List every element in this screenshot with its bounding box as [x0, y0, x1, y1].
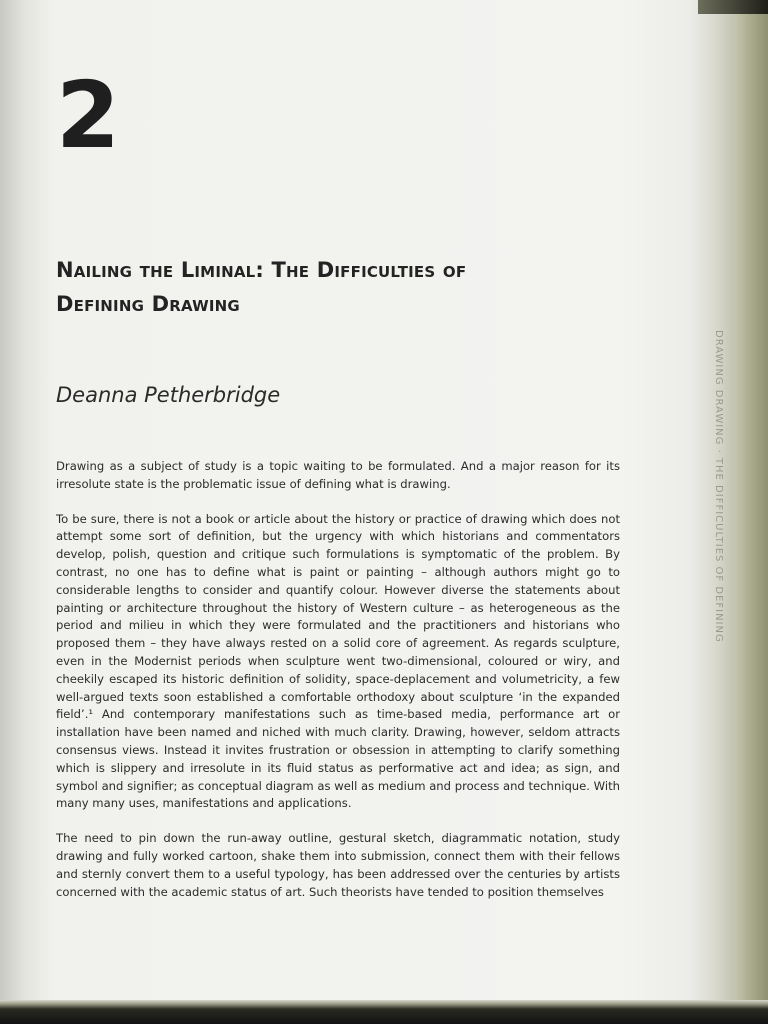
chapter-title-line-1: Nailing the Liminal: The Difficulties of [56, 258, 467, 282]
scan-shadow-top [698, 0, 768, 14]
facing-page-bleed-text: DRAWING DRAWING · THE DIFFICULTIES OF DEFINING [713, 330, 724, 643]
author-name: Deanna Petherbridge [56, 383, 281, 407]
chapter-number: 2 [56, 62, 121, 169]
chapter-title [56, 253, 636, 321]
page-edge [734, 12, 768, 1002]
paragraph-1: Drawing as a subject of study is a topic waiting to be formulated. And a major reason for its irresolute state is the problematic issue of defining what is drawing. [56, 459, 620, 491]
paragraph-2: To be sure, there is not a book or article about the history or practice of drawing which does not attempt some sort of definition, but the urgency with which historians and commentators develop, polish, question and critique such formulations is symptomatic of the problem. By contrast, no one has to define what is paint or painting – although authors might go to considerable lengths to consider and quantify colour. However diverse the statements about painting or architecture throughout the history of Western culture – as heterogeneous as the period and milieu in which they were formulated and the practitioners and historians who proposed them – they have always rested on a solid core of agreement. As regards sculpture, even in the Modernist periods when sculpture went two-dimensional, coloured or wiry, and cheekily escaped its historic definition of solidity, space-deplacement and volumetricity, a few well-argued texts soon established a comfortable orthodoxy about sculpture ‘in the expanded field’.¹ And contemporary manifestations such as time-based media, performance art or installation have been named and niched with much clarity. Drawing, however, seldom attracts consensus views. Instead it invites frustration or obsession in attempting to clarify something which is slippery and irresolute in its fluid status as performative act and idea; as sign, and symbol and signifier; as conceptual diagram as well as medium and process and technique. With many many uses, manifestations and applications. [56, 511, 620, 811]
scan-shadow-bottom [0, 1000, 768, 1024]
chapter-title-line-2: Defining Drawing [56, 292, 240, 316]
body-text [56, 458, 620, 918]
paragraph-3: The need to pin down the run-away outline, gestural sketch, diagrammatic notation, study drawing and fully worked cartoon, shake them into submission, connect them with their fellows and sternly convert them to a useful typology, has been addressed over the centuries by artists concerned with the academic status of art. Such theorists have tended to position themselves [56, 831, 620, 899]
